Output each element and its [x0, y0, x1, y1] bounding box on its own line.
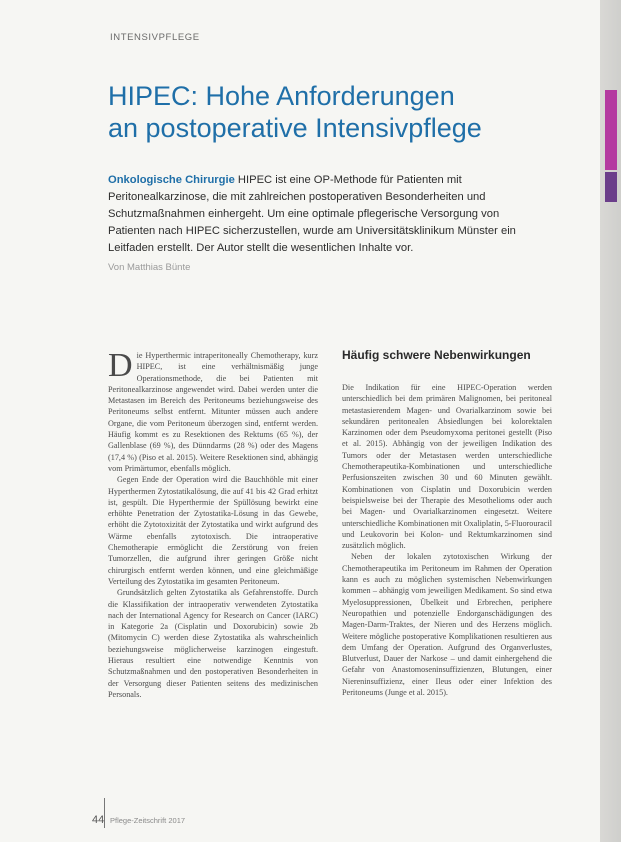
color-tab	[605, 90, 617, 170]
paragraph: Die Indikation für eine HIPEC-Operation werden unterschiedlich bei dem primären Malignomen, bei peritoneal metastasierendem Magen- und Ovarialkarzinom sowie bei sekundären peritonealen Absiedlungen bei kolorektalen Karzinomen oder dem Pseudomyxoma peritonei gestellt (Piso et al. 2015). Abhängig von der jeweiligen Indikation des Tumors oder der Metastasen werden unterschiedliche Chemotherapeutika-Kombinationen und unterschiedliche Perfusionszeiten zwischen 30 und 60 Minuten gewählt. Kombinationen von Cisplatin und Doxorubicin werden beispielsweise bei der Therapie des Mesothelioms oder auch bei Magen- und Ovarialkarzinomen eingesetzt. Weitere unterschiedliche Kombinationen mit Oxaliplatin, 5-Fluorouracil und Leukovorin bei Kolon- und Rektumkarzinomen sind zusätzlich möglich.	[342, 383, 552, 551]
lead-kicker: Onkologische Chirurgie	[108, 174, 235, 186]
article-title	[108, 80, 578, 144]
paragraph: Neben der lokalen zytotoxischen Wirkung der Chemotherapeutika im Peritoneum im Rahmen der Operation kann es auch zu möglichen systemischen Nebenwirkungen kommen – abhängig vom jeweiligen Medikament. So sind etwa Myelosuppressionen, Übelkeit und Erbrechen, periphere Neuropathien und potenzielle Endorganschädigungen des Magen-Darm-Traktes, der Nieren und des Herzens möglich. Weitere mögliche postoperative Komplikationen resultieren aus dem Umfang der Operation. Aufgrund des Organverlustes, Blutverlust, Dauer der Narkose – und damit einhergehend die Gefahr von Anastomoseninsuffizienzen, Blutungen, einer Niereninsuffizienz, einer Ileus oder einer Infektion des Peritoneums (Junge et al. 2015).	[342, 552, 552, 698]
paragraph: Gegen Ende der Operation wird die Bauchhöhle mit einer Hyperthermen Zytostatikalösung, die auf 41 bis 42 Grad erhitzt ist, gespült. Die Hyperthermie der Spüllösung bewirkt eine erhöhte Penetration der Zytostatika-Lösung in das Gewebe, erhöht die Zytotoxizität der Zytostatika und wirkt aufgrund des Wärme ebenfalls zytotoxisch. Die intraoperative Chemotherapie ermöglicht die Zerstörung von freien Tumorzellen, die aufgrund ihrer geringen Größe nicht chirurgisch entfernt werden können, und eine gleichmäßige Verteilung des Zytostatika im gesamten Peritoneum.	[108, 475, 318, 586]
paragraph: Grundsätzlich gelten Zytostatika als Gefahrenstoffe. Durch die Klassifikation der intraoperativ verwendeten Zytostatika nach der International Agency for Research on Cancer (IARC) in Kategorie 2a (Cisplatin und Doxorubicin) sowie 2b (Mitomycin C) werden diese Zytostatika als wahrscheinlich beziehungsweise möglicherweise karzinogen eingestuft. Hieraus resultiert eine notwendige Kenntnis von Schutzmaßnahmen und den postoperativen Besonderheiten in der Versorgung dieser Patienten seitens des medizinischen Personals.	[108, 588, 318, 699]
next-page-edge	[600, 0, 621, 842]
lead-text: HIPEC ist eine OP-Methode für Patienten mit Peritonealkarzinose, die mit zahlreichen postoperativen Besonderheiten und Schutzmaßnahmen einhergeht. Um eine optimale pflegerische Versorgung von Patienten nach HIPEC sicherzustellen, wurde am Universitätsklinikum Münster ein Leitfaden erstellt. Der Autor stellt die wesentlichen Inhalte vor.	[108, 174, 516, 254]
section-label: INTENSIVPFLEGE	[110, 32, 200, 43]
color-tab	[605, 172, 617, 202]
left-column	[108, 347, 318, 700]
paragraph	[108, 347, 318, 474]
right-column	[342, 382, 552, 698]
drop-cap: D	[108, 347, 133, 384]
article-lead	[108, 172, 548, 257]
journal-name: Pflege-Zeitschrift 2017	[110, 816, 186, 825]
byline: Von Matthias Bünte	[108, 262, 191, 273]
paragraph-text: ie Hyperthermic intraperitoneally Chemotherapy, kurz HIPEC, ist eine verhältnismäßig junge Operationsmethode, die bei Patienten mit Peritonealkarzinose angewendet wird. Dabei werden unter die Metastasen im Bereich des Peritoneums beziehungsweise des Peritoneums selbst entfernt. Mitunter müssen auch andere Organe, die vom Peritoneum überzogen sind, entfernt werden. Häufig kommt es zu Resektionen des Rektums (65 %), der Gallenblase (69 %), des Dünndarms (28 %) oder des Magens (17,4 %) (Piso et al. 2015). Weitere Resektionen sind, abhängig vom Primärtumor, ebenfalls möglich.	[108, 351, 318, 473]
page-number: 44	[92, 814, 105, 826]
title-line-2: an postoperative Intensivpflege	[108, 113, 482, 143]
section-subhead: Häufig schwere Nebenwirkungen	[342, 348, 531, 362]
title-line-1: HIPEC: Hohe Anforderungen	[108, 81, 455, 111]
